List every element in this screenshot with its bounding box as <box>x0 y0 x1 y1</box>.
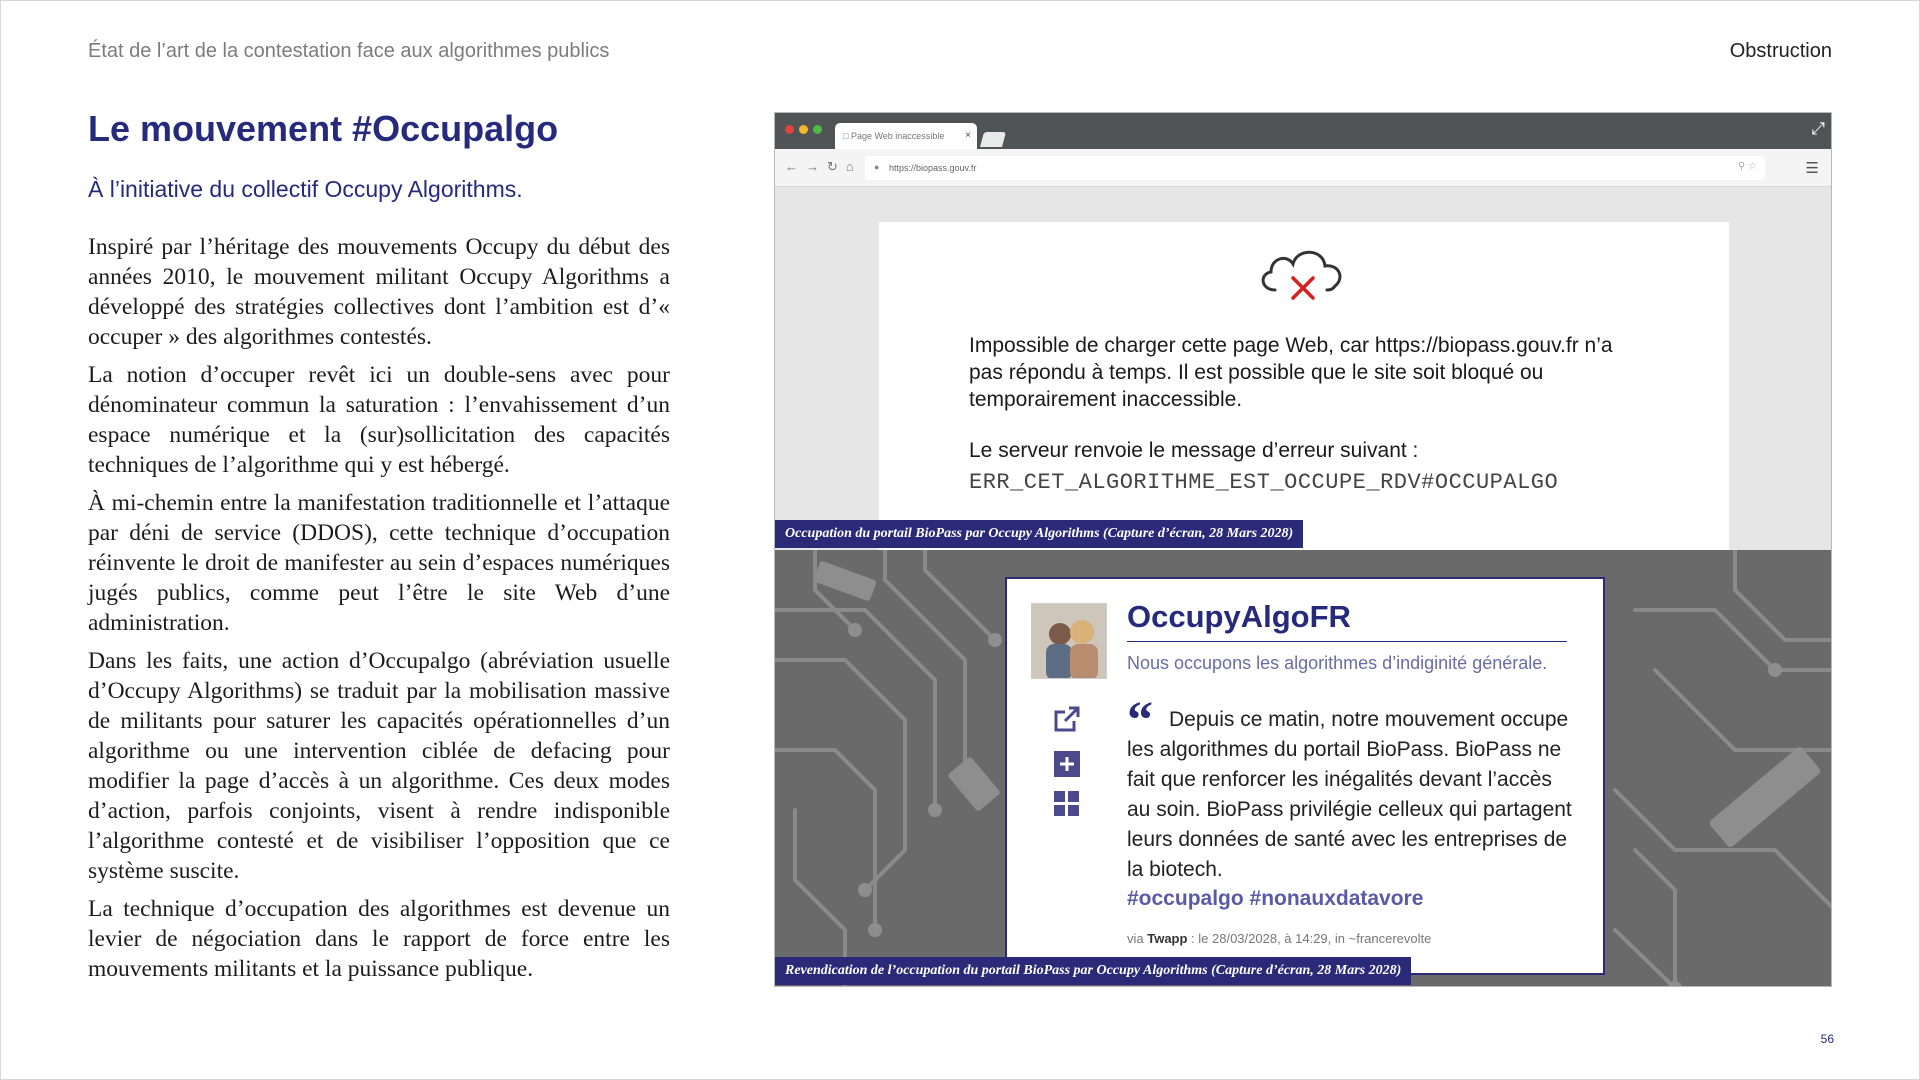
cloud-error-icon <box>1253 244 1353 304</box>
post-text: Depuis ce matin, notre mouvement occupe les algorithmes du portail BioPass. BioPass ne fait que renforcer les inégalités devant l’accès au soin. BioPass privilégie celleux qui partagent leurs données de santé avec les entreprises de la biotech. <box>1127 708 1572 881</box>
avatar-photo <box>1032 604 1107 679</box>
tab-title: Page Web inaccessible <box>850 131 945 141</box>
reload-icon: ↻ <box>827 159 838 174</box>
page-title: Le mouvement #Occupalgo <box>88 108 559 149</box>
back-icon: ← <box>785 159 798 174</box>
social-post <box>1005 577 1605 975</box>
meta-app: Twapp <box>1147 931 1188 946</box>
window-controls <box>785 125 822 134</box>
error-code: ERR_CET_ALGORITHME_EST_OCCUPE_RDV#OCCUPALGO <box>969 470 1559 495</box>
handle-underline <box>1127 641 1567 642</box>
paragraph: Dans les faits, une action d’Occupalgo (abréviation usuelle d’Occupy Algorithms) se traduit par la mobilisation massive de militants pour saturer les capacités opérationnelles d’un algorithme ou une intervention ciblée de defacing pour modifier la page d’accès à un algorithme. Ces deux modes d’action, parfois conjoints, visent à rendre indisponible l’algorithme contesté et de visibiliser l’opposition que ce système suscite. <box>88 648 670 884</box>
url-tools-icon: ⚲ ☆ <box>1737 161 1757 172</box>
close-dot-icon <box>785 125 794 134</box>
quote-icon: “ <box>1127 692 1153 749</box>
page-number: 56 <box>1820 1032 1834 1046</box>
maximize-dot-icon <box>813 125 822 134</box>
share-icon <box>1053 705 1081 733</box>
paragraph: Inspiré par l’héritage des mouvements Occupy du début des années 2010, le mouvement militant Occupy Algorithms a développé des stratégies collectives dont l’ambition est d’« occuper » des algorithmes contestés. <box>88 234 670 350</box>
subtitle-org: Occupy Algorithms <box>324 176 517 202</box>
grid-icon <box>1053 791 1081 819</box>
expand-icon: ⤢ <box>1811 119 1825 138</box>
paragraph: La notion d’occuper revêt ici un double-sens avec pour dénominateur commun la saturation : l’envahissement d’un espace numérique et la (sur)sollicitation des capacités techniques de l’algorithme qui y est hébergé. <box>88 362 670 478</box>
page-icon: □ <box>843 131 851 141</box>
menu-icon: ☰ <box>1805 160 1819 177</box>
figure <box>774 112 1832 987</box>
subtitle <box>88 176 523 203</box>
browser-screenshot <box>775 113 1832 550</box>
subtitle-prefix: À l’initiative du collectif <box>88 176 325 202</box>
figure-caption-post: Revendication de l’occupation du portail BioPass par Occupy Algorithms (Capture d’écran, 28 Mars 2028) <box>775 957 1411 985</box>
meta-prefix: via <box>1127 931 1148 946</box>
post-bio: Nous occupons les algorithmes d’indiginité générale. <box>1127 653 1548 673</box>
url-text: https://biopass.gouv.fr <box>889 163 977 173</box>
home-icon: ⌂ <box>845 159 854 174</box>
browser-tab <box>835 123 977 149</box>
post-meta <box>1127 931 1431 946</box>
avatar <box>1031 603 1107 679</box>
plus-box-icon <box>1053 751 1081 779</box>
running-title: État de l’art de la contestation face aux algorithmes publics <box>88 40 610 62</box>
url-field <box>865 156 1765 180</box>
tab-close-icon: × <box>965 130 971 141</box>
browser-tabbar <box>775 113 1832 149</box>
minimize-dot-icon <box>799 125 808 134</box>
lock-icon: ● <box>874 162 880 172</box>
error-message: Impossible de charger cette page Web, car https://biopass.gouv.fr n’a pas répondu à temps. Il est possible que le site soit bloqué ou temporairement inaccessible. <box>969 334 1613 411</box>
address-bar <box>775 149 1832 187</box>
error-card <box>879 222 1729 552</box>
section-name: Obstruction <box>1729 40 1832 62</box>
paragraph: La technique d’occupation des algorithmes est devenue un levier de négociation dans le rapport de force entre les mouvements militants et la puissance publique. <box>88 896 670 982</box>
body-text <box>88 232 670 992</box>
nav-icons <box>785 159 854 175</box>
subtitle-suffix: . <box>516 176 523 202</box>
error-label: Le serveur renvoie le message d’erreur suivant : <box>969 439 1419 462</box>
new-tab-icon <box>980 132 1006 147</box>
post-hashtags: #occupalgo #nonauxdatavore <box>1127 887 1424 910</box>
forward-icon: → <box>806 159 819 174</box>
paragraph: À mi-chemin entre la manifestation traditionnelle et l’attaque par déni de service (DDOS), cette technique d’occupation réinvente le droit de manifester au sein d’espaces numériques jugés publics, comme peut l’être le site Web d’une administration. <box>88 490 670 636</box>
post-handle: OccupyAlgoFR <box>1127 599 1351 634</box>
meta-suffix: : le 28/03/2028, à 14:29, in ~francerevolte <box>1187 931 1432 946</box>
figure-caption-browser: Occupation du portail BioPass par Occupy Algorithms (Capture d’écran, 28 Mars 2028) <box>775 520 1303 548</box>
